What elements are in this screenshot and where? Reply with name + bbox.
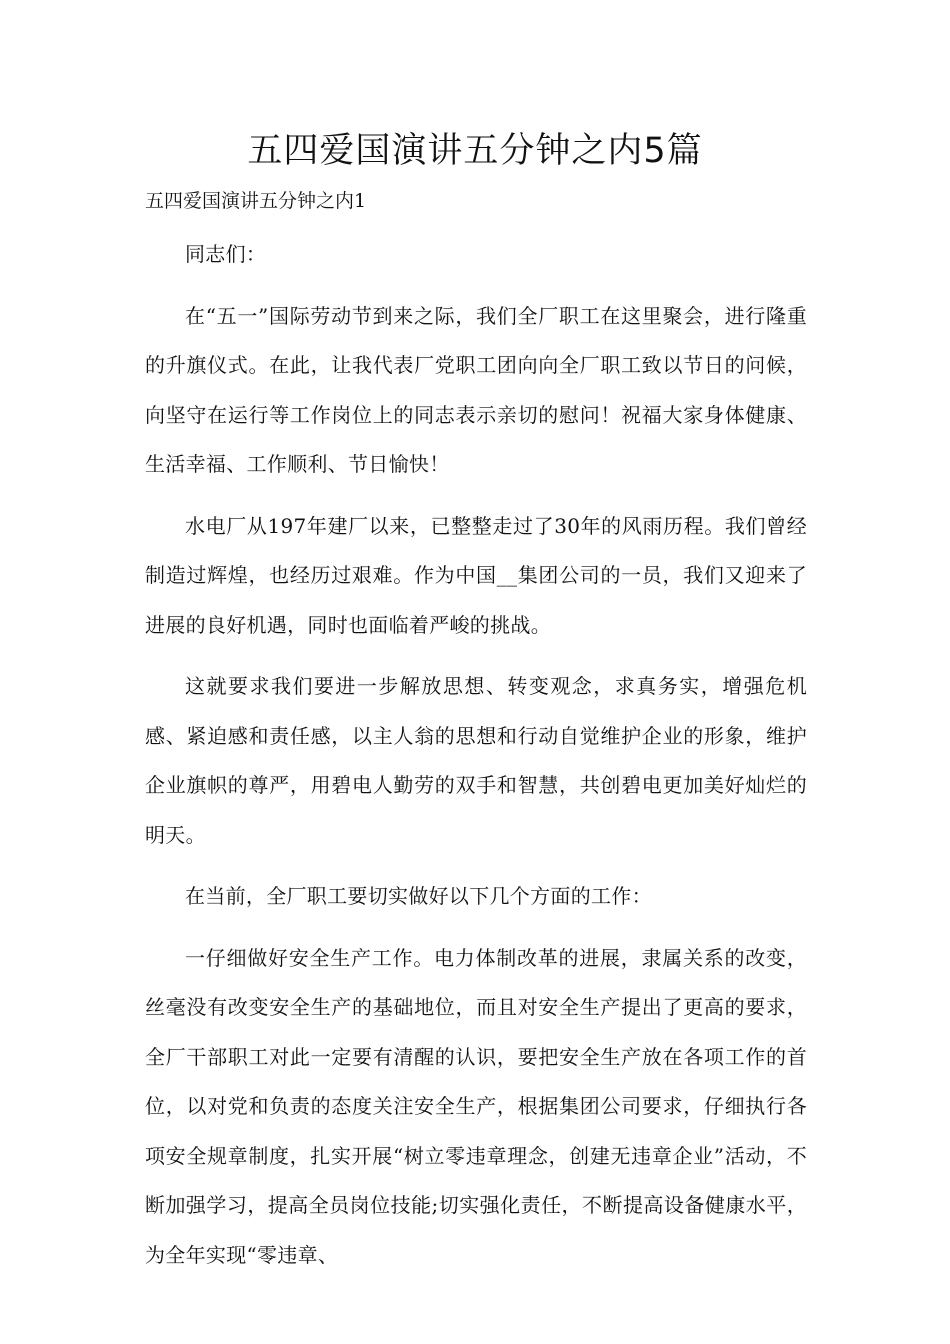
document-body	[145, 230, 807, 1292]
paragraph-safety: 一仔细做好安全生产工作。电力体制改革的进展，隶属关系的改变，丝毫没有改变安全生产的基础地位，而且对安全生产提出了更高的要求，全厂干部职工对此一定要有清醒的认识，要把安全生产放在各项工作的首位，以对党和负责的态度关注安全生产，根据集团公司要求，仔细执行各项安全规章制度，扎实开展“树立零违章理念，创建无违章企业”活动，不断加强学习，提高全员岗位技能;切实强化责任，不断提高设备健康水平，为全年实现“零违章、	[145, 945, 807, 1267]
paragraph-history: 水电厂从197年建厂以来，已整整走过了30年的风雨历程。我们曾经制造过辉煌，也经历过艰难。作为中国__集团公司的一员，我们又迎来了进展的良好机遇，同时也面临着严峻的挑战。	[145, 513, 807, 637]
paragraph-requirements: 这就要求我们要进一步解放思想、转变观念，求真务实，增强危机感、紧迫感和责任感，以主人翁的思想和行动自觉维护企业的形象，维护企业旗帜的尊严，用碧电人勤劳的双手和智慧，共创碧电更加美好灿烂的明天。	[145, 674, 807, 847]
paragraph-tasks-intro: 在当前，全厂职工要切实做好以下几个方面的工作：	[185, 884, 652, 908]
document-title: 五四爱国演讲五分钟之内5篇	[247, 131, 703, 171]
paragraph-greeting: 在“五一”国际劳动节到来之际，我们全厂职工在这里聚会，进行隆重的升旗仪式。在此，让我代表厂党职工团向向全厂职工致以节日的问候，向坚守在运行等工作岗位上的同志表示亲切的慰问！祝福大家身体健康、生活幸福、工作顺利、节日愉快！	[145, 303, 807, 476]
paragraph-salutation: 同志们：	[185, 242, 267, 266]
section-heading: 五四爱国演讲五分钟之内1	[145, 190, 367, 212]
